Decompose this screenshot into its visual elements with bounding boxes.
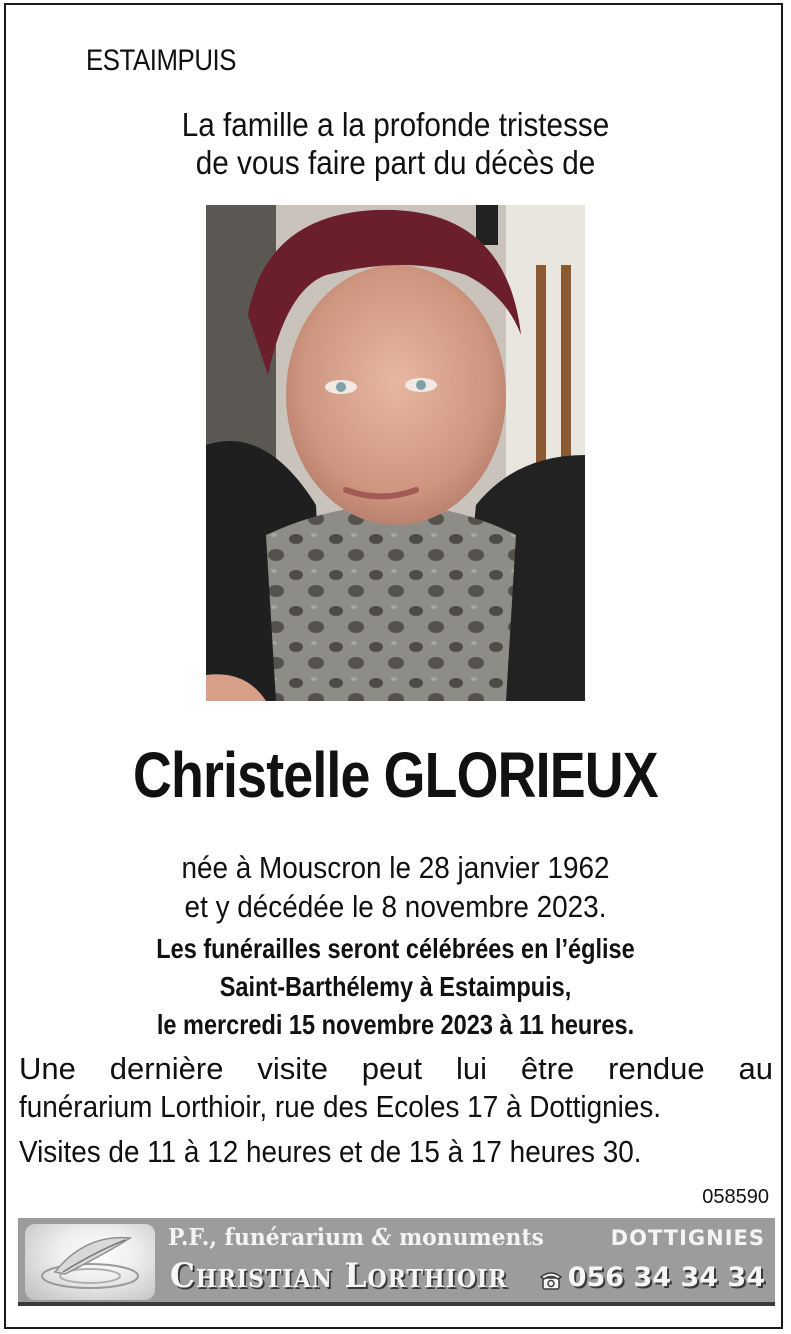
funeral-home-town: DOTTIGNIES <box>610 1226 765 1250</box>
banner-underline <box>18 1302 775 1306</box>
tagline: P.F., funérarium & monuments <box>168 1224 544 1251</box>
visit-text <box>19 1050 773 1126</box>
birth-line: née à Mouscron le 28 janvier 1962 <box>181 850 610 885</box>
funeral-home-phone <box>540 1262 765 1293</box>
intro-text <box>0 106 791 182</box>
birth-death-text <box>0 848 791 926</box>
visit-line: Une dernière visite peut lui être rendue au <box>19 1051 773 1086</box>
town-heading: ESTAIMPUIS <box>86 44 237 77</box>
portrait-photo <box>206 205 585 701</box>
intro-line: de vous faire part du décès de <box>195 144 596 181</box>
funeral-line: Saint-Barthélemy à Estaimpuis, <box>219 971 572 1002</box>
funeral-home-banner <box>18 1218 775 1306</box>
phone-number: 056 34 34 34 <box>567 1262 765 1293</box>
funeral-details <box>0 930 791 1044</box>
telephone-icon <box>540 1267 562 1289</box>
feather-logo-icon <box>25 1224 155 1300</box>
intro-line: La famille a la profonde tristesse <box>181 106 610 143</box>
visiting-hours: Visites de 11 à 12 heures et de 15 à 17 heures 30. <box>19 1134 642 1169</box>
funeral-line: Les funérailles seront célébrées en l’église <box>156 933 635 964</box>
reference-number: 058590 <box>702 1186 769 1208</box>
funeral-home-name: Christian Lorthioir <box>170 1256 508 1296</box>
funeral-line: le mercredi 15 novembre 2023 à 11 heures. <box>156 1009 635 1040</box>
deceased-name: Christelle GLORIEUX <box>133 739 658 811</box>
death-line: et y décédée le 8 novembre 2023. <box>184 889 607 924</box>
visit-line: funérarium Lorthioir, rue des Ecoles 17 à Dottignies. <box>19 1089 662 1124</box>
